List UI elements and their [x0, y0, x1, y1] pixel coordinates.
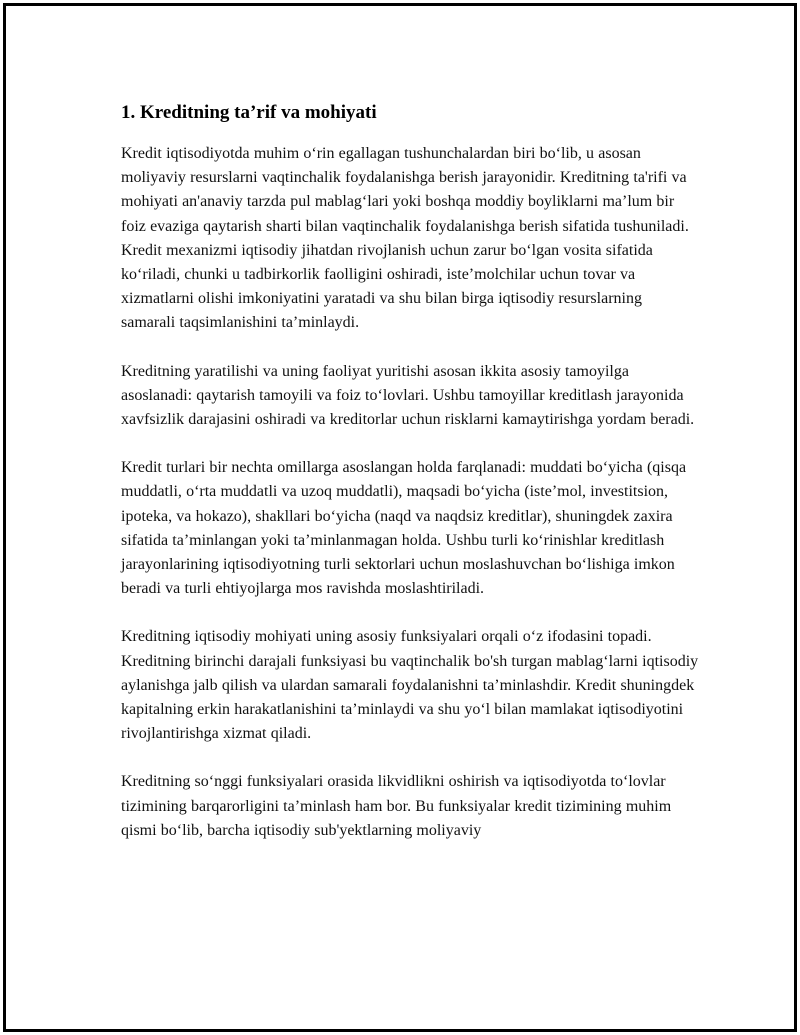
paragraph-credit-types: Kredit turlari bir nechta omillarga asoslangan holda farqlanadi: muddati bo‘yicha (qisqa muddatli, o‘rta muddatli va uzoq muddatli), maqsadi bo‘yicha (iste’mol, investitsion, ipoteka, va hokazo), shakllari bo‘yicha (naqd va naqdsiz kreditlar), shuningdek zaxira sifatida ta’minlangan yoki ta’minlanmagan holda. Ushbu turli ko‘rinishlar kreditlash jarayonlarining iqtisodiyotning turli sektorlari uchun moslashuvchan bo‘lishiga imkon beradi va turli ehtiyojlarga mos ravishda moslashtiriladi.: [121, 459, 687, 598]
paragraph-functions: Kreditning so‘nggi funksiyalari orasida likvidlikni oshirish va iqtisodiyotda to‘lovlar tizimining barqarorligini ta’minlash ham bor. Bu funksiyalar kredit tizimining muhim qismi bo‘lib, barcha iqtisodiy sub'yektlarning moliyaviy: [121, 773, 672, 839]
document-body: [121, 100, 699, 867]
document-page: [3, 3, 797, 1032]
paragraph-economic-essence: Kreditning iqtisodiy mohiyati uning asosiy funksiyalari orqali o‘z ifodasini topadi. Kreditning birinchi darajali funksiyasi bu vaqtinchalik bo'sh turgan mablag‘larni iqtisodiy aylanishga jalb qilish va ulardan samarali foydalanishni ta’minlashdir. Kredit shuningdek kapitalning erkin harakatlanishini ta’minlaydi va shu yo‘l bilan mamlakat iqtisodiyotini rivojlantirishga xizmat qiladi.: [121, 628, 699, 743]
paragraph-definition: Kredit iqtisodiyotda muhim o‘rin egallagan tushunchalardan biri bo‘lib, u asosan moliyaviy resurslarni vaqtinchalik foydalanishga berish jarayonidir. Kreditning ta'rifi va mohiyati an'anaviy tarzda pul mablag‘lari yoki boshqa moddiy boyliklarni ma’lum bir foiz evaziga qaytarish sharti bilan vaqtinchalik foydalanishga berish sifatida tushuniladi. Kredit mexanizmi iqtisodiy jihatdan rivojlanish uchun zarur bo‘lgan vosita sifatida ko‘riladi, chunki u tadbirkorlik faolligini oshiradi, iste’molchilar uchun tovar va xizmatlarni olishi imkoniyatini yaratadi va shu bilan birga iqtisodiy resurslarning samarali taqsimlanishini ta’minlaydi.: [121, 145, 689, 332]
paragraph-principles: Kreditning yaratilishi va uning faoliyat yuritishi asosan ikkita asosiy tamoyilga asoslanadi: qaytarish tamoyili va foiz to‘lovlari. Ushbu tamoyillar kreditlash jarayonida xavfsizlik darajasini oshiradi va kreditorlar uchun risklarni kamaytirishga yordam beradi.: [121, 362, 695, 429]
section-heading: 1. Kreditning ta’rif va mohiyati: [121, 102, 377, 123]
